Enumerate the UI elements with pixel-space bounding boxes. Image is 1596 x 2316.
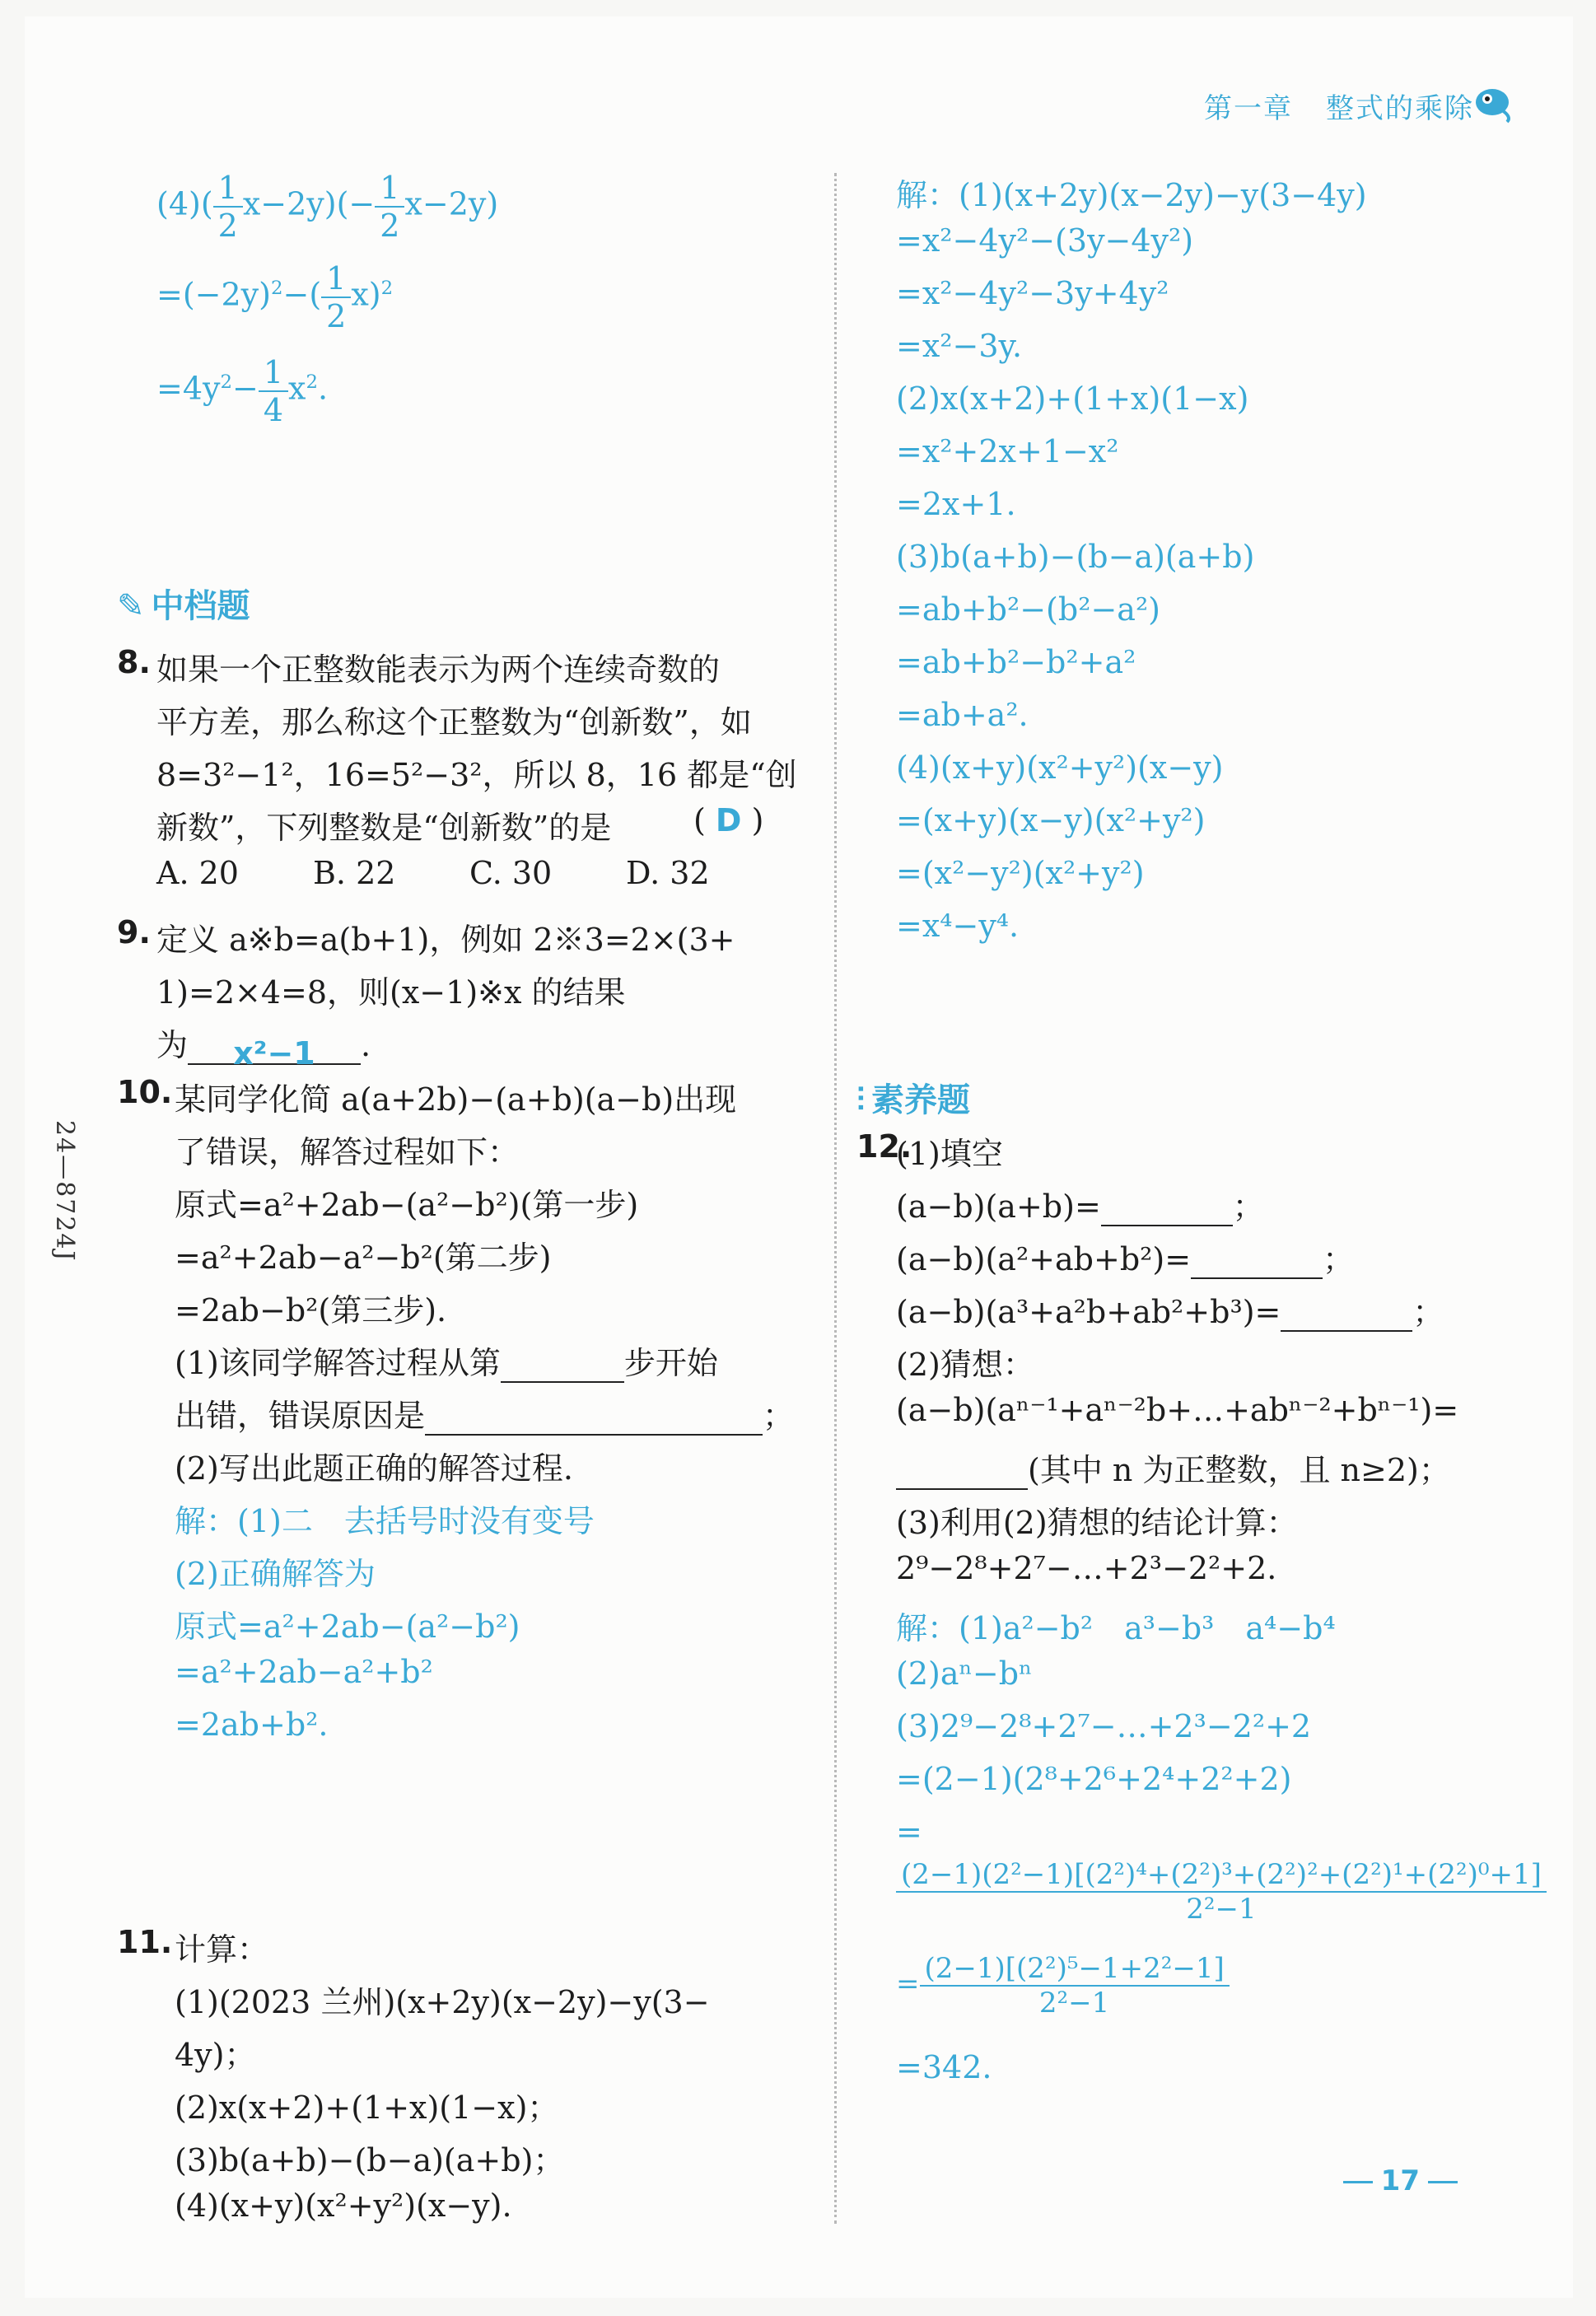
q12-guess-tail: (其中 n 为正整数，且 n≥2)； bbox=[1028, 1452, 1450, 1488]
q8-option-d: D. 32 bbox=[626, 855, 710, 891]
q11-solution-13: =(x+y)(x−y)(x²+y²) bbox=[896, 802, 1206, 838]
q12-fill-1-text: (a−b)(a+b)= bbox=[896, 1188, 1101, 1225]
q8-option-b: B. 22 bbox=[313, 855, 396, 891]
q11-line-2: 4y)； bbox=[175, 2037, 256, 2073]
q10-solution-2: (2)正确解答为 bbox=[175, 1556, 376, 1592]
q12-fill-2: (a−b)(a²+ab+b²)= ； bbox=[896, 1241, 1355, 1277]
print-code: 24—8724J bbox=[50, 1120, 79, 1263]
q10-blank-step[interactable] bbox=[501, 1353, 624, 1383]
mascot-icon bbox=[1469, 77, 1515, 124]
q10-line-2: 了错误，解答过程如下： bbox=[175, 1134, 520, 1170]
page bbox=[25, 16, 1573, 2298]
chapter-title: 整式的乘除 bbox=[1326, 92, 1474, 125]
q11-solution-5: (2)x(x+2)+(1+x)(1−x) bbox=[896, 381, 1249, 417]
q12-part1: (1)填空 bbox=[896, 1136, 1003, 1172]
q8-answer-bracket bbox=[693, 802, 763, 838]
q8-line-2: 平方差，那么称这个正整数为“创新数”，如 bbox=[156, 704, 752, 740]
q10-solution-4: =a²+2ab−a²+b² bbox=[175, 1654, 433, 1690]
q11-line-1: (1)(2023 兰州)(x+2y)(x−2y)−y(3− bbox=[175, 1984, 710, 2020]
q10-part1-text-d: ； bbox=[763, 1398, 795, 1434]
q10-solution-1: 解：(1)二 去括号时没有变号 bbox=[175, 1503, 595, 1539]
q12-fill-3-text: (a−b)(a³+a²b+ab²+b³)= bbox=[896, 1294, 1281, 1330]
q9-suffix: . bbox=[361, 1027, 371, 1063]
q8-bracket-open: ( bbox=[693, 802, 706, 838]
work-line-3: $=4y^2-$ $\frac{1}{4}$ $x^2$. bbox=[156, 354, 329, 428]
q11-solution-3: =x²−4y²−3y+4y² bbox=[896, 275, 1169, 311]
q10-number: 10. bbox=[117, 1074, 173, 1110]
section-core-title bbox=[856, 1074, 970, 1121]
q10-line-4: =a²+2ab−a²−b²(第二步) bbox=[175, 1240, 552, 1276]
q12-fill-1: (a−b)(a+b)= ； bbox=[896, 1188, 1264, 1225]
q8-bracket-close: ) bbox=[751, 802, 764, 838]
q12-expr: 2⁹−2⁸+2⁷−…+2³−2²+2. bbox=[896, 1550, 1277, 1586]
pencil-icon: ✎ bbox=[117, 587, 145, 625]
q11-solution-4: =x²−3y. bbox=[896, 328, 1023, 364]
q12-blank-guess[interactable] bbox=[896, 1460, 1028, 1490]
q8-answer: D bbox=[715, 802, 742, 838]
q12-blank-2[interactable] bbox=[1191, 1249, 1323, 1279]
q12-fill-2-text: (a−b)(a²+ab+b²)= bbox=[896, 1241, 1192, 1277]
section-mid-title bbox=[117, 580, 250, 627]
q8-line-1: 如果一个正整数能表示为两个连续奇数的 bbox=[156, 651, 721, 688]
q8-number: 8. bbox=[117, 644, 151, 680]
page-number: 17 bbox=[1335, 2164, 1466, 2197]
section-mid-label: 中档题 bbox=[151, 587, 250, 625]
q11-line-3: (2)x(x+2)+(1+x)(1−x)； bbox=[175, 2090, 559, 2126]
chapter-label: 第一章 bbox=[1204, 92, 1293, 125]
chart-bars-icon: ⫶ bbox=[856, 1081, 865, 1119]
q10-line-1: 某同学化简 a(a+2b)−(a+b)(a−b)出现 bbox=[175, 1081, 737, 1118]
q9-number: 9. bbox=[117, 914, 151, 950]
q12-fraction-1 bbox=[896, 1858, 1547, 1926]
q8-line-4: 新数”，下列整数是“创新数”的是 bbox=[156, 810, 612, 846]
q11-title: 计算： bbox=[175, 1931, 269, 1968]
q11-solution-7: =2x+1. bbox=[896, 486, 1016, 522]
q12-blank-3[interactable] bbox=[1281, 1302, 1412, 1332]
section-core-label: 素养题 bbox=[871, 1081, 970, 1119]
q10-solution-3: 原式=a²+2ab−(a²−b²) bbox=[175, 1609, 520, 1645]
q12-solution-5: = bbox=[896, 1814, 922, 1850]
q11-line-5: (4)(x+y)(x²+y²)(x−y). bbox=[175, 2188, 512, 2224]
q11-solution-11: =ab+a². bbox=[896, 697, 1029, 733]
q12-final: =342. bbox=[896, 2049, 992, 2085]
q12-part2: (2)猜想： bbox=[896, 1347, 1034, 1383]
q12-fraction-2-den: 2²−1 bbox=[1038, 1987, 1110, 2019]
q11-solution-12: (4)(x+y)(x²+y²)(x−y) bbox=[896, 749, 1224, 786]
q12-fraction-2-num: (2−1)[(2²)⁵−1+2²−1] bbox=[920, 1952, 1230, 1987]
q8-line-3: 8=3²−1²，16=5²−3²，所以 8，16 都是“创 bbox=[156, 757, 797, 793]
q12-guess-cont bbox=[896, 1445, 1450, 1490]
q12-fraction-1-num: (2−1)(2²−1)[(2²)⁴+(2²)³+(2²)²+(2²)¹+(2²)⁰+1] bbox=[896, 1858, 1547, 1893]
q10-part1 bbox=[175, 1338, 718, 1383]
q8-option-a: A. 20 bbox=[156, 855, 239, 891]
q11-solution-8: (3)b(a+b)−(b−a)(a+b) bbox=[896, 539, 1255, 575]
q9-prefix: 为 bbox=[156, 1027, 189, 1063]
q12-fraction-1-den: 2²−1 bbox=[1186, 1893, 1257, 1926]
q11-line-4: (3)b(a+b)−(b−a)(a+b)； bbox=[175, 2142, 565, 2178]
q12-solution-4: =(2−1)(2⁸+2⁶+2⁴+2²+2) bbox=[896, 1761, 1292, 1797]
q11-solution-10: =ab+b²−b²+a² bbox=[896, 644, 1136, 680]
q11-number: 11. bbox=[117, 1924, 173, 1960]
chapter-header bbox=[1171, 86, 1474, 126]
q12-solution-3: (3)2⁹−2⁸+2⁷−…+2³−2²+2 bbox=[896, 1708, 1312, 1744]
q11-solution-15: =x⁴−y⁴. bbox=[896, 908, 1020, 944]
q10-line-3: 原式=a²+2ab−(a²−b²)(第一步) bbox=[175, 1187, 639, 1223]
q12-blank-1[interactable] bbox=[1101, 1197, 1233, 1226]
q10-solution-5: =2ab+b². bbox=[175, 1707, 329, 1743]
q11-solution-1: 解：(1)(x+2y)(x−2y)−y(3−4y) bbox=[896, 177, 1367, 213]
q12-fill-3: (a−b)(a³+a²b+ab²+b³)= ； bbox=[896, 1294, 1444, 1330]
work-line-1: (4)( $\frac{1}{2}$ x−2y)(− $\frac{1}{2}$ x−2y) bbox=[156, 170, 499, 244]
q10-line-5: =2ab−b²(第三步). bbox=[175, 1292, 447, 1328]
q10-part1-text-b: 步开始 bbox=[623, 1345, 718, 1381]
q10-part2: (2)写出此题正确的解答过程. bbox=[175, 1450, 573, 1487]
q11-solution-14: =(x²−y²)(x²+y²) bbox=[896, 855, 1145, 891]
q12-fraction-2: = $\frac{\text{(2−1)[(2²)⁵−1+2²−1]}}{\text{2²−1}}$ bbox=[896, 1952, 1230, 2019]
q9-line-2: 1)=2×4=8，则(x−1)※x 的结果 bbox=[156, 974, 626, 1011]
q10-part1-text: (1)该同学解答过程从第 bbox=[175, 1345, 501, 1381]
q12-solution-1: 解：(1)a²−b² a³−b³ a⁴−b⁴ bbox=[896, 1610, 1336, 1646]
q9-answer: x²−1 bbox=[233, 1035, 315, 1072]
q9-line-3 bbox=[156, 1020, 371, 1072]
q12-number: 12. bbox=[856, 1128, 912, 1165]
q8-option-c: C. 30 bbox=[469, 855, 553, 891]
q11-solution-9: =ab+b²−(b²−a²) bbox=[896, 591, 1160, 628]
q10-part1-text-c: 出错，错误原因是 bbox=[175, 1398, 426, 1434]
q10-blank-reason[interactable] bbox=[425, 1406, 763, 1436]
q9-line-1: 定义 a※b=a(b+1)，例如 2※3=2×(3+ bbox=[156, 922, 735, 958]
column-divider bbox=[834, 173, 837, 2224]
q12-guess: (a−b)(aⁿ⁻¹+aⁿ⁻²b+…+abⁿ⁻²+bⁿ⁻¹)= bbox=[896, 1392, 1459, 1428]
q12-solution-2: (2)aⁿ−bⁿ bbox=[896, 1655, 1033, 1692]
q11-solution-2: =x²−4y²−(3y−4y²) bbox=[896, 222, 1194, 259]
q12-part3: (3)利用(2)猜想的结论计算： bbox=[896, 1505, 1298, 1541]
work-line-2: $=(-2y)^2-$( $\frac{1}{2}$ x)$^2$ bbox=[156, 260, 394, 334]
q11-solution-6: =x²+2x+1−x² bbox=[896, 433, 1119, 469]
q10-part1-cont bbox=[175, 1390, 794, 1436]
